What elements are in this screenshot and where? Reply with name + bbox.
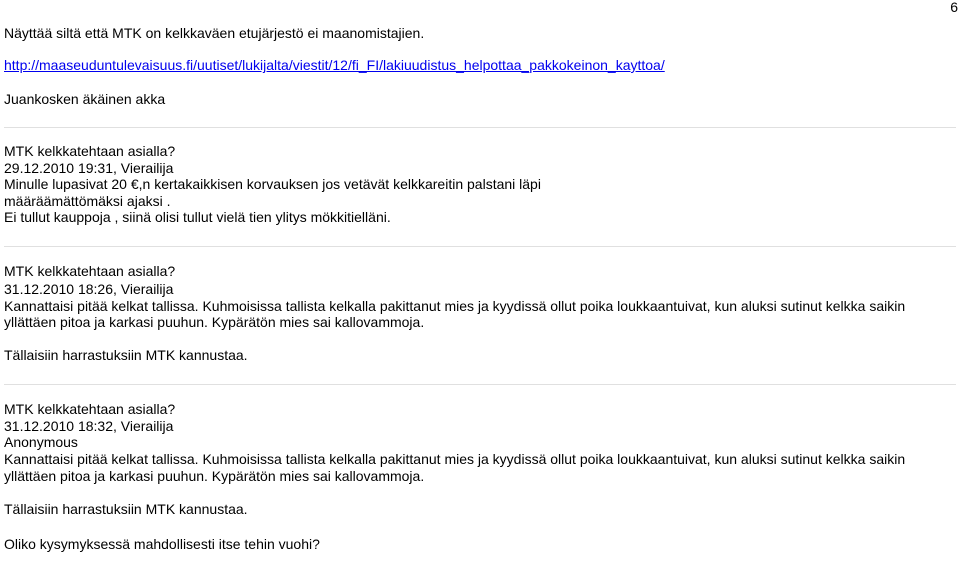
comment-meta: 31.12.2010 18:32, Vierailija	[4, 418, 174, 434]
comment-line: määräämättömäksi ajaksi .	[4, 193, 171, 209]
signature: Juankosken äkäinen akka	[4, 91, 166, 107]
comment-title: MTK kelkkatehtaan asialla?	[4, 401, 176, 417]
comment-title: MTK kelkkatehtaan asialla?	[4, 143, 176, 159]
divider	[4, 384, 956, 385]
comment-meta: 29.12.2010 19:31, Vierailija	[4, 160, 174, 176]
comment-line: Kannattaisi pitää kelkat tallissa. Kuhmoisissa tallista kelkalla pakittanut mies ja kyydissä ollut poika loukkaantuivat, kun aluksi sutinut kelkka saikin	[4, 298, 906, 314]
comment-line: Oliko kysymyksessä mahdollisesti itse tehin vuohi?	[4, 536, 320, 552]
comment-line: yllättäen pitoa ja karkasi puuhun. Kypärätön mies sai kallovammoja.	[4, 468, 425, 484]
divider	[4, 246, 956, 247]
intro-text: Näyttää siltä että MTK on kelkkaväen etujärjestö ei maanomistajien.	[4, 25, 425, 41]
comment-line: yllättäen pitoa ja karkasi puuhun. Kypärätön mies sai kallovammoja.	[4, 314, 425, 330]
article-link[interactable]: http://maaseuduntulevaisuus.fi/uutiset/lukijalta/viestit/12/fi_FI/lakiuudistus_helpottaa_pakkokeinon_kayttoa/	[4, 57, 665, 73]
comment-author: Anonymous	[4, 434, 78, 450]
page-number: 6	[950, 0, 958, 15]
comment-line: Tällaisiin harrastuksiin MTK kannustaa.	[4, 501, 248, 517]
comment-meta: 31.12.2010 18:26, Vierailija	[4, 281, 174, 297]
comment-line: Tällaisiin harrastuksiin MTK kannustaa.	[4, 347, 248, 363]
divider	[4, 127, 956, 128]
comment-line: Kannattaisi pitää kelkat tallissa. Kuhmoisissa tallista kelkalla pakittanut mies ja kyydissä ollut poika loukkaantuivat, kun aluksi sutinut kelkka saikin	[4, 451, 906, 467]
comment-line: Ei tullut kauppoja , siinä olisi tullut vielä tien ylitys mökkitielläni.	[4, 209, 391, 225]
comment-title: MTK kelkkatehtaan asialla?	[4, 263, 176, 279]
comment-line: Minulle lupasivat 20 €,n kertakaikkisen korvauksen jos vetävät kelkkareitin palstani läpi	[4, 176, 541, 192]
